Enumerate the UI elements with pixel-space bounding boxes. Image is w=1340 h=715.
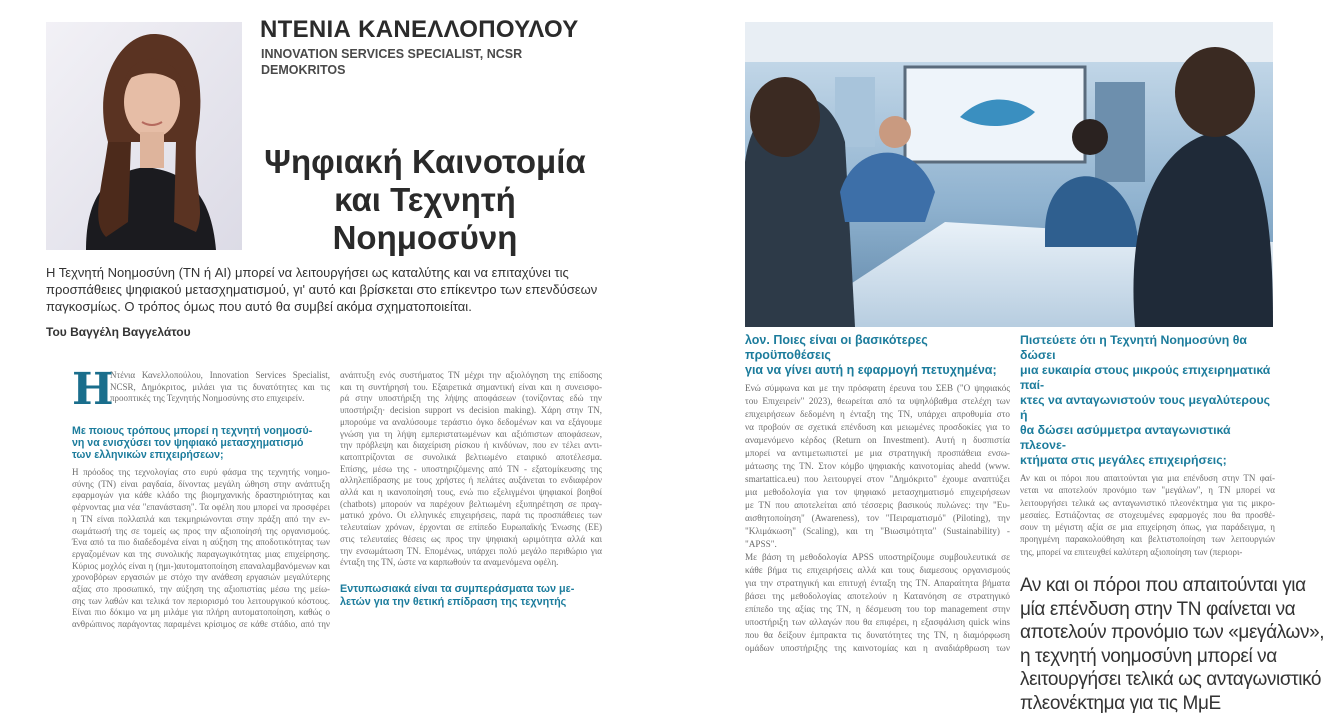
heading-line: για να γίνει αυτή η εφαρμογή πετυχημένα; xyxy=(745,363,997,377)
title-line: και Τεχνητή xyxy=(334,181,516,218)
quote-line: Αν και οι πόροι που απαιτούνται για xyxy=(1020,575,1306,597)
text-block xyxy=(110,370,330,406)
text-block xyxy=(72,467,330,631)
section-heading xyxy=(1020,333,1275,468)
text-line: αξίας στο προσωπικό, την αύξηση της αξιοπιστίας μέσω της μείω- xyxy=(72,584,330,595)
text-line: ανθρώπινος παράγοντας παραμένει κρίσιμος σε κάθε στάδιο, από την xyxy=(72,619,330,630)
text-line: τελευταίων χρόνων, έρχονται σε επίπεδο Ευρωπαϊκής Ένωσης (ΕΕ) xyxy=(340,522,602,533)
text-line: επίπεδο της αξίας της ΤΝ, η δέσμευση του top management στην xyxy=(745,604,1010,614)
text-line: Με βάση τη μεθοδολογία APSS υποστηρίζουμε συμβουλευτικά σε xyxy=(745,552,1010,562)
heading-line: κτήματα στις μεγάλες επιχειρήσεις; xyxy=(1020,453,1227,467)
text-line: γνώση για τη λήψη εμπεριστατωμένων και αξιόπιστων αποφάσεων, xyxy=(340,428,602,439)
heading-line: λον. Ποιες είναι οι βασικότερες προϋποθέσεις xyxy=(745,333,928,362)
text-block xyxy=(1020,472,1275,558)
text-line: χρονοβόρων εργασιών με στόχο την ανάθεση εργασιών μεγαλύτερης xyxy=(72,572,330,583)
quote-line: πλεονέκτημα για τις ΜμΕ xyxy=(1020,692,1221,714)
heading-line: θα δώσει ασύμμετρα ανταγωνιστικά πλεονε- xyxy=(1020,423,1231,452)
text-block xyxy=(745,382,1010,655)
heading-line: μια ευκαιρία στους μικρούς επιχειρηματικά παί- xyxy=(1020,363,1271,392)
heading-line: κτες να ανταγωνιστούν τους μεγαλύτερους ή xyxy=(1020,393,1271,422)
intro-line: Η Τεχνητή Νοημοσύνη (ΤΝ ή AI) μπορεί να λειτουργήσει ως καταλύτης και να επιταχύνει τις προσπάθειες xyxy=(46,265,569,297)
text-line: σης των λαθών και τελικά τον περιορισμό του λειτουργικού κόστους. xyxy=(72,595,330,606)
text-line: με ΤΝ που αποτελείται από τέσσερις βασικούς πυλώνες: την "Ευ- xyxy=(745,500,1010,510)
quote-line: μία επένδυση στην ΤΝ φαίνεται να xyxy=(1020,598,1296,620)
text-line: αναμενόμενο κέρδος (Return on Investment). Αυτή η δυσπιστία xyxy=(745,435,1010,445)
intro-line: ψηφιακού μετασχηματισμού, γι' αυτό και βρίσκεται στο επίκεντρο των επενδύσεων παγκοσμίως. Ο xyxy=(46,282,598,314)
text-line: βάσει της μεθοδολογίας αποτελούν η Κατανόηση σε στρατηγικό xyxy=(745,591,1010,601)
text-line: Ντένια Κανελλοπούλου, Innovation Services Specialist, xyxy=(110,370,330,380)
title-line: Νοημοσύνη xyxy=(332,219,518,256)
quote-line: λειτουργήσει τελικά ως ανταγωνιστικό xyxy=(1020,669,1322,691)
text-line: μπορούμε να αναλύσουμε τεράστιο όγκο δεδομένων και να εξάγουμε xyxy=(340,416,602,427)
text-line: μια μεθοδολογία για τον ψηφιακό μετασχηματισμό επιχειρήσεων xyxy=(745,487,1010,497)
text-line: σωμάτωσή της σε τομείς ως προς την αξιοποίησή της οργανισμούς. xyxy=(72,525,330,536)
text-line: προηγμένη παρακολούθηση και βελτιστοποίηση των λειτουργιών xyxy=(1020,534,1275,545)
text-line: υποστήριξη· decision support vs decision making). Χάρη στην ΤΝ, xyxy=(340,405,602,416)
text-line: smartattica.eu) που λειτουργεί στον "Δημόκριτο" έχουμε αναπτύξει xyxy=(745,474,1010,484)
text-line: σουν τη μέγιστη αξία σε μια επιχείρηση όπως, για παράδειγμα, η xyxy=(1020,522,1275,533)
article-title xyxy=(225,143,625,257)
text-line: λειτουργήσει τελικά ως ανταγωνιστικό πλεονέκτημα για τις μικρο- xyxy=(1020,497,1275,508)
quote-line: αποτελούν προνόμιο των «μεγάλων», xyxy=(1020,622,1325,644)
intro-block xyxy=(46,264,626,339)
text-line: αλλά και η ικανοποίησή τους, ενώ πιο εξελιγμένοι ψηφιακοί βοηθοί xyxy=(340,487,602,498)
text-line: ρά στην υποστήριξη της λήψης αποφάσεων (τονίζοντας εδώ την xyxy=(340,393,602,404)
column-3 xyxy=(745,333,1010,655)
heading-line: Πιστεύετε ότι η Τεχνητή Νοημοσύνη θα δώσει xyxy=(1020,333,1247,362)
section-heading xyxy=(745,333,1010,378)
pull-quote xyxy=(1020,574,1336,715)
text-line: να προβούν σε σχετικά επένδυση και μειωμένες προσδοκίες για το xyxy=(745,422,1010,432)
column-2 xyxy=(340,370,602,609)
byline: Του Βαγγέλη Βαγγελάτου xyxy=(46,325,191,339)
text-line: φέρνοντας μια νέα "επανάσταση". Τα οφέλη που μπορεί να προσφέρει xyxy=(72,502,330,513)
text-line: Επίσης, μέσω της - υποστηριζόμενης από ΤΝ - εξατομίκευσης της xyxy=(340,463,602,474)
text-line: μεσαίες. Εστιάζοντας σε στοχευμένες εφαρμογές που θα προσθέ- xyxy=(1020,509,1275,520)
text-line: ένταξη της ΤΝ, ώστε να καρπωθούν τα αναμενόμενα οφέλη. xyxy=(340,557,559,568)
text-line: μπορεί να αντιμετωπιστεί με μια στρατηγική προσπάθεια ενσω- xyxy=(745,448,1010,458)
text-line: επιχειρήσεων δεδομένη η ένταξη της ΤΝ, υπάρχει απροθυμία στο xyxy=(745,409,1010,419)
lab-photo xyxy=(745,22,1273,327)
text-line: Είναι πιο δόκιμο να μη μιλάμε για πλήρη αυτοματοποίηση, καθώς ο xyxy=(72,607,330,618)
text-line: Ένα από τα πιο διαδεδομένα είναι η αύξηση της αποδοτικότητας των xyxy=(72,537,330,548)
text-line: υποστήριξη των αλλαγών που θα επιφέρει, η εξασφάλιση quick wins xyxy=(745,617,1010,627)
text-line: την πρόβλεψη και διαχείριση ρίσκου ή κινδύνων, που εν τέλει αντι- xyxy=(340,440,602,451)
text-line: προοπτικές της Τεχνητής Νοημοσύνης στο επιχειρείν. xyxy=(110,393,305,404)
text-line: (chatbots) μπορούν να παρέχουν βελτιωμένη εξυπηρέτηση σε πραγ- xyxy=(340,498,602,509)
text-line: την ενσωμάτωση ΤΝ. Επομένως, υπάρχει πολύ μεγάλο περιθώριο για xyxy=(340,545,602,556)
text-line: στις τελευταίες θέσεις ως προς την ψηφιακή ωριμότητα αλλά και xyxy=(340,533,602,544)
drop-cap: Η xyxy=(72,364,114,415)
text-line: NCSR, Δημόκριτος, μιλάει για τις δυνατότητες και τις xyxy=(110,381,330,392)
text-block xyxy=(340,370,602,569)
role-line: INNOVATION SERVICES SPECIALIST, NCSR xyxy=(261,47,523,61)
column-1 xyxy=(72,364,330,631)
heading-line: λετών για την θετική επίδραση της τεχνητής xyxy=(340,595,567,608)
text-line: που θα δείξουν έμπρακτα τις δυνατότητες της ΤΝ, η διαμόρφωση xyxy=(745,630,1010,640)
text-line: του Επιχειρείν" 2023), θεωρείται από τα υψηλόβαθμα στελέχη των xyxy=(745,396,1010,406)
heading-line: των ελληνικών επιχειρήσεων; xyxy=(72,449,224,461)
intro-line: τρόπος όμως που αυτό θα συμβεί ακόμα σχηματοποιείται. xyxy=(138,299,472,314)
text-line: εργαζομένων και της συνολικής παραγωγικότητας μιας επιχείρησης. xyxy=(72,548,330,559)
text-line: εφαρμογών για κάθε κλάδο της βιομηχανικής δραστηριότητας και xyxy=(72,490,330,501)
text-line: αλληλεπίδρασης με τους χρήστες ή πελάτες αυξάνεται το ενδιαφέρον xyxy=(340,475,602,486)
text-line: ανάπτυξη ενός συστήματος ΤΝ μέχρι την αξιολόγηση της επίδοσης xyxy=(340,370,602,380)
text-line: η ΤΝ είναι πολλαπλά και τεκμηριώνονται στην πράξη από την εν- xyxy=(72,513,330,524)
text-line: αισθητοποίηση" (Awareness), τον "Πειραματισμό" (Piloting), την xyxy=(745,513,1010,523)
text-line: ομάδων υποστήριξης της καινοτομίας και η αναδιάρθρωση των xyxy=(745,643,1010,653)
section-heading xyxy=(72,425,330,461)
text-line: Η πρόοδος της τεχνολογίας στο ευρύ φάσμα της τεχνητής νοημο- xyxy=(72,467,330,477)
profile-name: ΝΤΕΝΙΑ ΚΑΝΕΛΛΟΠΟΥΛΟΥ xyxy=(260,16,579,43)
text-line: Αν και οι πόροι που απαιτούνται για μια επένδυση στην ΤΝ φαί- xyxy=(1020,473,1275,483)
text-line: της, μπορεί να επιτευχθεί καλύτερη αξιοποίηση των (περιορι- xyxy=(1020,546,1243,557)
title-line: Ψηφιακή Καινοτομία xyxy=(264,143,586,180)
heading-line: Εντυπωσιακά είναι τα συμπεράσματα των με- xyxy=(340,582,575,595)
text-line: κάθε βήμα τις επιχειρήσεις αλλά και τους διαμεσους οργανισμούς xyxy=(745,565,1010,575)
column-4 xyxy=(1020,333,1325,715)
heading-line: νη να ενισχύσει τον ψηφιακό μετασχηματισμό xyxy=(72,437,304,449)
text-line: νεται να αποτελούν προνόμιο των "μεγάλων", η ΤΝ μπορεί να xyxy=(1020,485,1275,496)
role-line: DEMOKRITOS xyxy=(261,63,346,77)
heading-line: Με ποιους τρόπους μπορεί η τεχνητή νοημοσύ- xyxy=(72,425,313,437)
text-line: και τη συντήρησή του. Εξαιρετικά σημαντική είναι και η συνεισφο- xyxy=(340,381,602,392)
text-line: κατοπτρίζονται σε συνολικά βελτιωμένο εταιρικό αποτέλεσμα. xyxy=(340,451,602,462)
text-line: "Κλιμάκωση" (Scaling), και τη "Βιωσιμότητα" (Sustainability) - "APSS". xyxy=(745,526,1010,549)
text-line: Ενώ σύμφωνα και με την πρόσφατη έρευνα του ΣΕΒ ("Ο ψηφιακός xyxy=(745,383,1010,393)
article-intro xyxy=(46,264,626,315)
profile-role xyxy=(261,46,581,78)
text-line: Κύριος μοχλός είναι η (ημι-)αυτοματοποίηση επαναλαμβανόμενων και xyxy=(72,560,330,571)
text-line: για την στρατηγική και επιτυχή ένταξη της ΤΝ. Απαραίτητα βήματα xyxy=(745,578,1010,588)
text-line: σύνης (ΤΝ) είναι ραγδαία, δίνοντας μεγάλη ώθηση στην ανάπτυξη xyxy=(72,478,330,489)
portrait-photo xyxy=(46,22,242,250)
section-heading xyxy=(340,583,602,609)
text-line: ματικό χρόνο. Οι ελληνικές επιχειρήσεις, παρά τις προσπάθειες των xyxy=(340,510,602,521)
text-line: μάτωσης της ΤΝ. Στον κόμβο ψηφιακής καινοτομίας ahedd (www. xyxy=(745,461,1010,471)
quote-line: η τεχνητή νοημοσύνη μπορεί να xyxy=(1020,645,1277,667)
